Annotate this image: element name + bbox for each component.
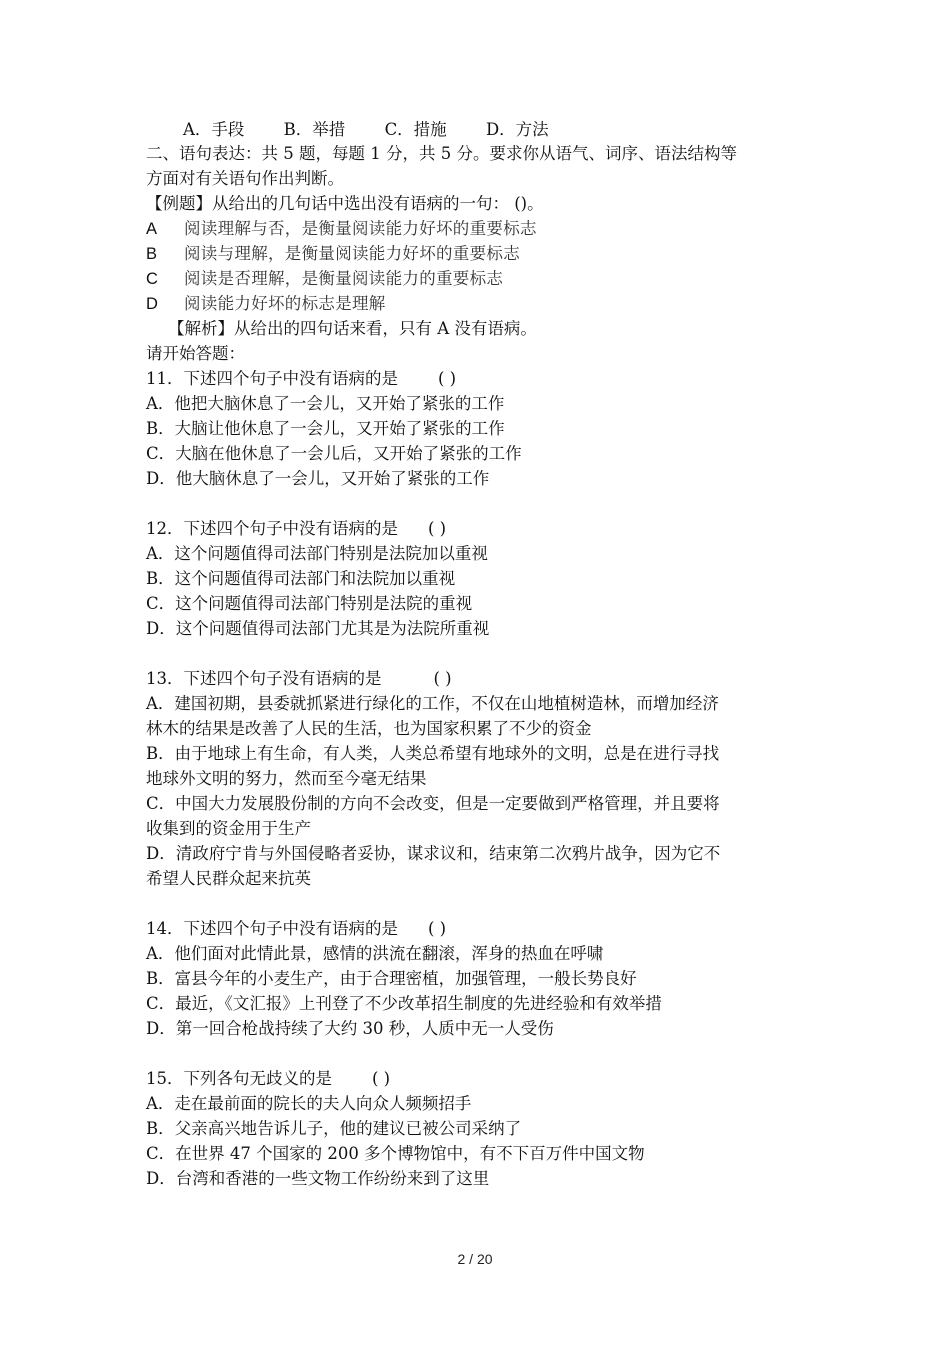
example-option <box>146 243 520 265</box>
example-option-letter: C <box>146 270 158 288</box>
question-stem-text: 15．下列各句无歧义的是 <box>146 1069 332 1088</box>
question-12-stem <box>146 518 446 540</box>
question-stem-text: 11．下述四个句子中没有语病的是 <box>146 369 398 388</box>
example-option <box>146 268 503 290</box>
answer-blank: ( ) <box>428 519 447 538</box>
option-d: D．方法 <box>485 120 549 139</box>
question-stem-text: 13．下述四个句子没有语病的是 <box>146 669 382 688</box>
question-14-option: A．他们面对此情此景，感情的洪流在翻滚，浑身的热血在呼啸 <box>146 944 604 963</box>
question-13-option: C．中国大力发展股份制的方向不会改变，但是一定要做到严格管理，并且要将 <box>146 794 720 813</box>
answer-blank: ( ) <box>433 669 452 688</box>
example-option-text: 阅读能力好坏的标志是理解 <box>184 294 386 313</box>
page-number: 2 / 20 <box>457 1251 493 1267</box>
answer-blank: ( ) <box>372 1069 391 1088</box>
answer-blank: ( ) <box>438 369 457 388</box>
example-option-text: 阅读与理解，是衡量阅读能力好坏的重要标志 <box>184 244 520 263</box>
question-15-option: A．走在最前面的院长的夫人向众人频频招手 <box>146 1094 472 1113</box>
question-12-option: B．这个问题值得司法部门和法院加以重视 <box>146 569 456 588</box>
question-stem-text: 12．下述四个句子中没有语病的是 <box>146 519 398 538</box>
question-15-option: C．在世界 47 个国家的 200 多个博物馆中，有不下百万件中国文物 <box>146 1144 645 1163</box>
example-option-letter: A <box>146 220 158 238</box>
question-14-stem <box>146 918 446 940</box>
example-option <box>146 293 386 315</box>
previous-question-options <box>183 119 583 141</box>
question-13-option-continued: 林木的结果是改善了人民的生活，也为国家积累了不少的资金 <box>146 719 592 738</box>
option-b: B．举措 <box>283 120 346 139</box>
example-option-text: 阅读理解与否，是衡量阅读能力好坏的重要标志 <box>184 219 537 238</box>
question-11-stem <box>146 368 456 390</box>
question-15-option: B．父亲高兴地告诉儿子，他的建议已被公司采纳了 <box>146 1119 522 1138</box>
example-option-letter: D <box>146 295 158 313</box>
question-13-option-continued: 希望人民群众起来抗英 <box>146 869 311 888</box>
question-15-option: D．台湾和香港的一些文物工作纷纷来到了这里 <box>146 1169 490 1188</box>
begin-answering: 请开始答题： <box>146 344 245 363</box>
question-13-stem <box>146 668 452 690</box>
question-14-option: D．第一回合枪战持续了大约 30 秒，人质中无一人受伤 <box>146 1019 554 1038</box>
question-15-stem <box>146 1068 390 1090</box>
question-14-option: B．富县今年的小麦生产，由于合理密植，加强管理，一般长势良好 <box>146 969 637 988</box>
question-11-option: A．他把大脑休息了一会儿，又开始了紧张的工作 <box>146 394 505 413</box>
question-13-option: D．清政府宁肯与外国侵略者妥协，谋求议和，结束第二次鸦片战争，因为它不 <box>146 844 721 863</box>
section-heading-continued: 方面对有关语句作出判断。 <box>146 169 344 188</box>
question-13-option: B．由于地球上有生命，有人类，人类总希望有地球外的文明，总是在进行寻找 <box>146 744 720 763</box>
question-11-option: D．他大脑休息了一会儿，又开始了紧张的工作 <box>146 469 490 488</box>
question-12-option: D．这个问题值得司法部门尤其是为法院所重视 <box>146 619 490 638</box>
question-12-option: A．这个问题值得司法部门特别是法院加以重视 <box>146 544 488 563</box>
question-12-option: C．这个问题值得司法部门特别是法院的重视 <box>146 594 473 613</box>
example-option-letter: B <box>146 245 158 263</box>
example-option <box>146 218 537 240</box>
question-13-option-continued: 收集到的资金用于生产 <box>146 819 311 838</box>
section-heading: 二、语句表达：共 5 题，每题 1 分，共 5 分。要求你从语气、词序、语法结构等 <box>146 144 737 163</box>
example-analysis: 【解析】从给出的四句话来看，只有 A 没有语病。 <box>168 319 537 338</box>
question-11-option: B．大脑让他休息了一会儿，又开始了紧张的工作 <box>146 419 505 438</box>
example-option-text: 阅读是否理解，是衡量阅读能力的重要标志 <box>184 269 504 288</box>
question-14-option: C．最近，《文汇报》上刊登了不少改革招生制度的先进经验和有效举措 <box>146 994 662 1013</box>
option-a: A．手段 <box>183 120 245 139</box>
question-11-option: C．大脑在他休息了一会儿后，又开始了紧张的工作 <box>146 444 522 463</box>
question-13-option-continued: 地球外文明的努力，然而至今毫无结果 <box>146 769 427 788</box>
question-13-option: A．建国初期，县委就抓紧进行绿化的工作，不仅在山地植树造林，而增加经济 <box>146 694 719 713</box>
example-stem: 【例题】从给出的几句话中选出没有语病的一句： ()。 <box>146 194 544 213</box>
question-stem-text: 14．下述四个句子中没有语病的是 <box>146 919 398 938</box>
answer-blank: ( ) <box>428 919 447 938</box>
option-c: C．措施 <box>384 120 447 139</box>
